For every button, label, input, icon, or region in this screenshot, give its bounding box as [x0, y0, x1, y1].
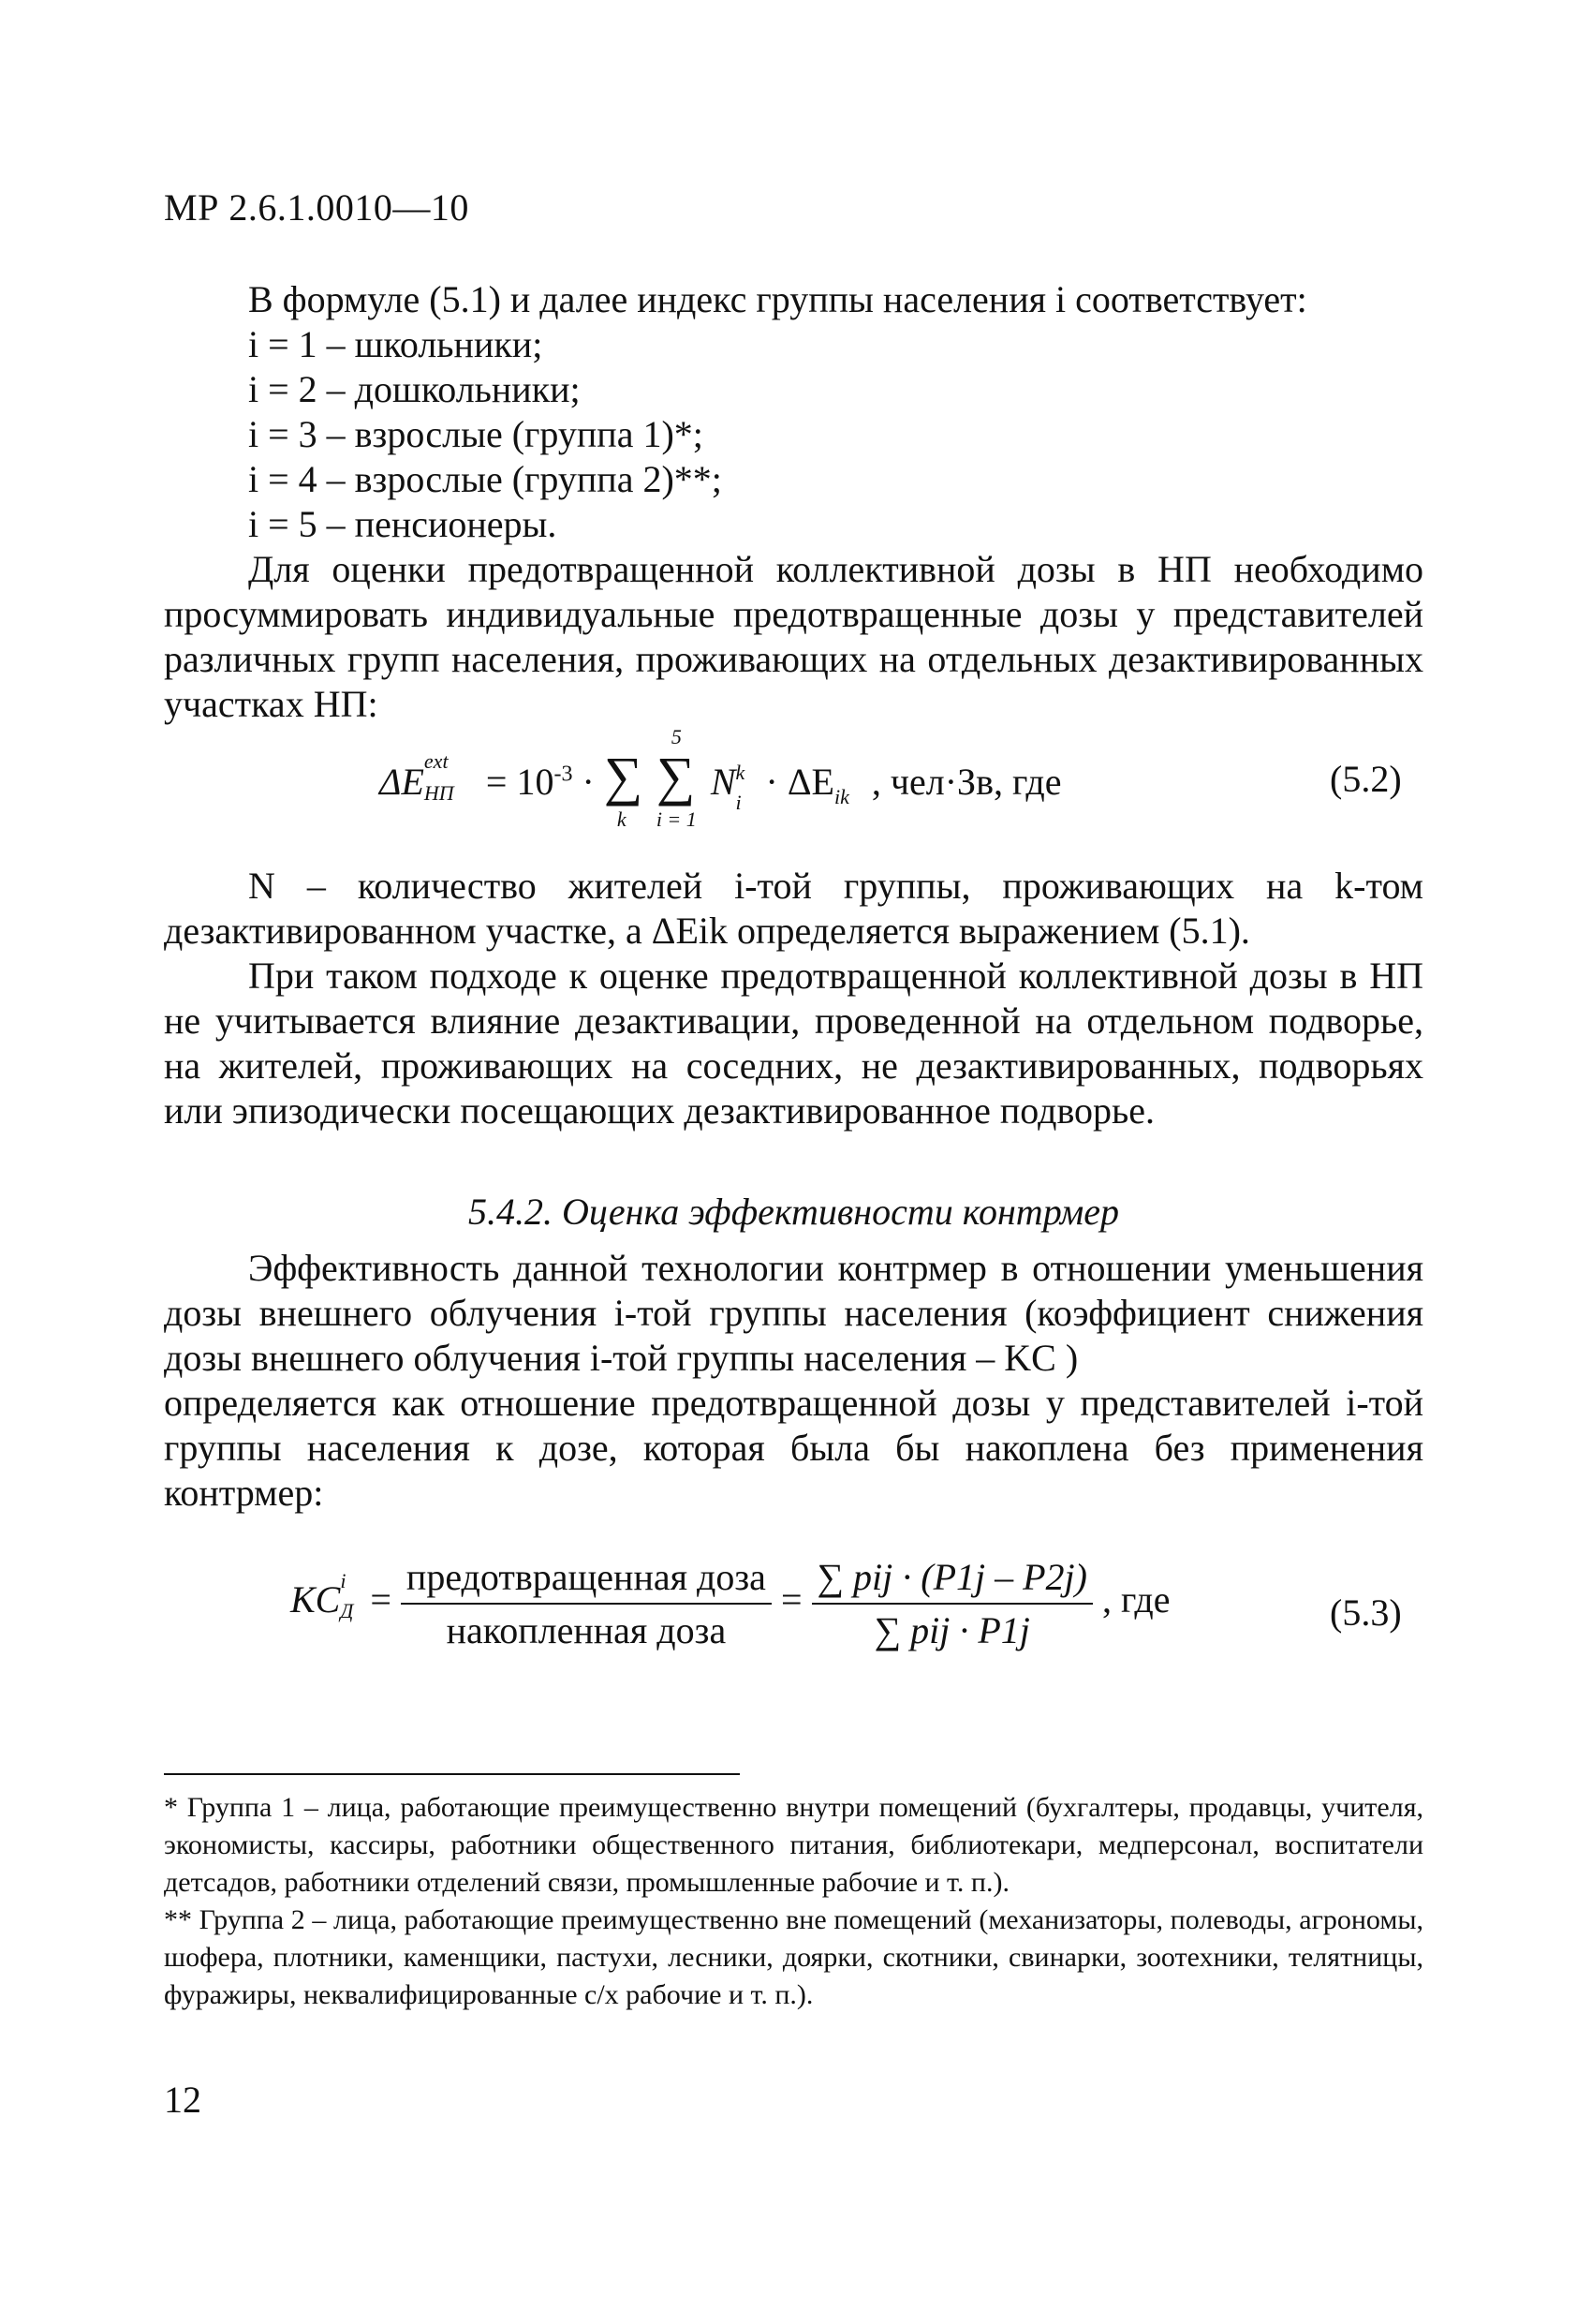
- formula-lhs: ΔE: [379, 761, 424, 803]
- formula-lhs-sub: Д: [340, 1599, 354, 1623]
- formula-coef: = 10: [485, 761, 554, 803]
- formula-dot: ·: [582, 761, 595, 803]
- paragraph-n-definition: [164, 864, 1423, 954]
- list-item: i = 3 – взрослые (группа 1)*;: [248, 413, 703, 455]
- formula-lhs: KC: [290, 1578, 341, 1621]
- footnote-item: ** Группа 2 – лица, работающие преимущественно вне помещений (механизаторы, полеводы, агрономы, шофера, плотники, каменщики, пастухи, лесники, доярки, скотники, свинарки, зоотехники, телятницы, фуражиры, неквалифицированные с/х рабочие и т. п.).: [164, 1904, 1423, 2010]
- sum-i-symbol: ∑: [656, 746, 696, 807]
- fraction-denominator: накопленная доза: [446, 1609, 727, 1651]
- formula-units: , где: [1101, 1578, 1171, 1621]
- fraction-sum-numerator: ∑ pij · (P1j – P2j): [812, 1555, 1093, 1605]
- term-e-sub: ik: [833, 785, 849, 808]
- group-list: [248, 322, 722, 547]
- sum-i-upper: 5: [671, 725, 682, 748]
- intro-line: В формуле (5.1) и далее индекс группы населения i соответствует:: [248, 278, 1307, 320]
- footnote-item: * Группа 1 – лица, работающие преимущественно внутри помещений (бухгалтеры, продавцы, учителя, экономисты, кассиры, работники общественного питания, библиотекари, медперсонал, воспитатели детсадов, работники отделений связи, промышленные рабочие и т. п.).: [164, 1792, 1423, 1898]
- page-number: 12: [164, 2079, 201, 2121]
- paragraph-text: определяется как отношение предотвращенной дозы у представителей i-той группы населения к дозе, которая была бы накоплена без применения контрмер:: [164, 1382, 1423, 1514]
- list-item: i = 2 – дошкольники;: [248, 368, 581, 410]
- list-item: i = 1 – школьники;: [248, 323, 543, 365]
- sum-k-symbol: ∑: [603, 746, 643, 807]
- paragraph-approach: [164, 954, 1423, 1133]
- list-item: i = 4 – взрослые (группа 2)**;: [248, 458, 722, 500]
- formula-coef-exp: -3: [553, 762, 573, 787]
- fraction-numerator: предотвращенная доза: [401, 1555, 772, 1605]
- fraction-dose: [401, 1555, 772, 1652]
- formula-lhs-sup: i: [340, 1569, 346, 1593]
- paragraph-text: Эффективность данной технологии контрмер в отношении уменьшения дозы внешнего облучения i-той группы населения (коэффициент снижения дозы внешнего облучения i-той группы населения – KC ): [164, 1247, 1423, 1379]
- formula-5-2: [379, 725, 1062, 831]
- equation-number-5-3: (5.3): [1330, 1591, 1402, 1634]
- paragraph-text: При таком подходе к оценке предотвращенной коллективной дозы в НП не учитывается влияние дезактивации, проведенной на отдельном подворье, на жителей, проживающих на соседних, не дезактивированных, подворьях или эпизодически посещающих дезактивированное подворье.: [164, 955, 1423, 1132]
- term-n: N: [710, 761, 736, 803]
- sum-i-lower: i = 1: [656, 807, 697, 831]
- fraction-sum: [812, 1555, 1093, 1652]
- sum-k-index: k: [616, 807, 626, 831]
- paragraph-text: Для оценки предотвращенной коллективной дозы в НП необходимо просуммировать индивидуальные предотвращенные дозы у представителей различных групп населения, проживающих на отдельных дезактивированных участках НП:: [164, 548, 1423, 725]
- list-item: i = 5 – пенсионеры.: [248, 503, 557, 545]
- term-e: · ΔE: [765, 761, 834, 803]
- section-heading: 5.4.2. Оценка эффективности контрмер: [468, 1191, 1119, 1233]
- footnotes: [164, 1789, 1423, 2014]
- formula-5-3: KC i Д = $\frac{\text{предотвращенная доза}}{\text{накопленная доза}}$ = $\frac{\text{∑ pij · (P1j – P2j)}}{\text{∑ pij · P1j}}$ , где: [290, 1556, 1171, 1651]
- intro-paragraph: [164, 277, 1423, 322]
- document-header: МР 2.6.1.0010—10: [164, 186, 469, 229]
- paragraph-text: N – количество жителей i-той группы, проживающих на k-том дезактивированном участке, а ΔEik определяется выражением (5.1).: [164, 865, 1423, 952]
- paragraph-efficiency: [164, 1246, 1423, 1516]
- formula-lhs-sup: ext: [423, 749, 449, 773]
- term-n-sub: i: [735, 791, 742, 814]
- formula-units: , чел·Зв, где: [871, 761, 1062, 803]
- paragraph-collective: [164, 547, 1423, 727]
- equation-number-5-2: (5.2): [1330, 758, 1402, 800]
- formula-lhs-sub: НП: [423, 781, 454, 805]
- fraction-sum-denominator: ∑ pij · P1j: [874, 1609, 1030, 1651]
- footnote-divider: [164, 1773, 740, 1775]
- term-n-sup: k: [735, 761, 745, 784]
